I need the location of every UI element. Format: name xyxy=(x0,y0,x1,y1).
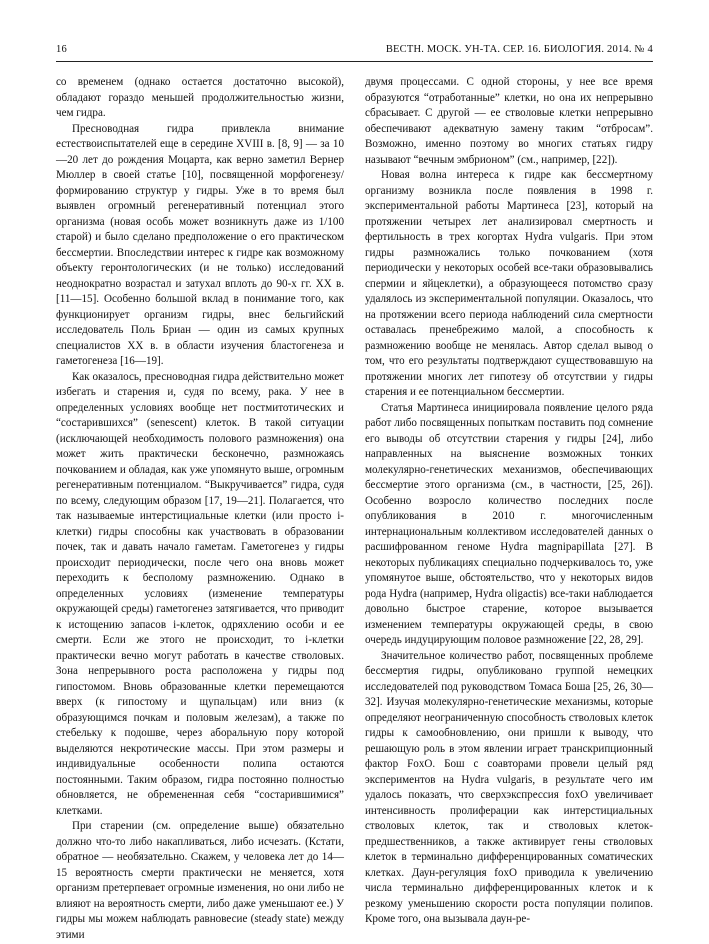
header-rule xyxy=(56,61,653,62)
left-column xyxy=(56,75,344,943)
paragraph: Пресноводная гидра привлекла внимание естествоиспытателей еще в середине XVIII в. [8, 9] — за 10—20 лет до рождения Моцарта, как верно заметил Вернер Мюллер в своей статье [10], посвященной морфогенезу/формированию структур у гидры. Уже в то время был выявлен огромный регенеративный потенциал этого организма (новая особь может возникнуть даже из 1/100 старой) и было сделано предположение о его практическом бессмертии. Впоследствии интерес к гидре как возможному объекту геронтологических (и не только) исследований неоднократно возрастал и затухал вплоть до 90-х гг. XX в. [11—15]. Особенно большой вклад в понимание того, как функционирует организм гидры, внес бельгийский исследователь Поль Бриан — один из самых крупных специалистов XX в. в области изучения бластогенеза и гаметогенеза [16—19]. xyxy=(56,122,344,367)
paragraph: Статья Мартинеса инициировала появление целого ряда работ либо посвященных попыткам поставить под сомнение его выводы об отсутствии старения у гидры [24], либо направленных на выяснение возможных тонких молекулярно-генетических механизмов, обеспечивающих бессмертие этого организма (см., в частности, [25, 26]). Особенно возросло количество последних после опубликования в 2010 г. многочисленным интернациональным коллективом исследователей данных о расшифрованном геноме Hydra magnipapillata [27]. В некоторых публикациях специально подчеркивалось то, уже упомянутое выше, обстоятельство, что у некоторых видов рода Hydra (например, Hydra oligactis) все-таки наблюдается довольно быстрое старение, которое вызывается изменением температуры окружающей среды, в свою очередь индуцирующим половое размножение [22, 28, 29]. xyxy=(365,401,653,646)
paragraph: со временем (однако остается достаточно высокой), обладают гораздо меньшей продолжительностью жизни, чем гидра. xyxy=(56,76,344,119)
paragraph: Значительное количество работ, посвященных проблеме бессмертия гидры, опубликовано группой немецких исследователей под руководством Томаса Боша [25, 26, 30—32]. Изучая молекулярно-генетические механизмы, которые определяют неограниченную способность стволовых клеток гидры к самообновлению, они пришли к выводу, что решающую роль в этом явлении играет транскрипционный фактор FoxO. Бош с соавторами провели целый ряд экспериментов на Hydra vulgaris, в результате чего им удалось показать, что сверхэкспрессия foxO увеличивает интенсивность пролиферации как интерстициальных стволовых клеток, так и стволовых клеток-предшественников, а также активирует гены стволовых клеток в терминально дифференцированных соматических клетках. Даун-регуляция foxO приводила к увеличению числа терминально дифференцированных клеток и к резкому уменьшению скорости роста популяции полипов. Кроме того, она вызывала даун-ре- xyxy=(365,649,653,925)
running-head: ВЕСТН. МОСК. УН-ТА. СЕР. 16. БИОЛОГИЯ. 2014. № 4 xyxy=(385,44,653,55)
paragraph: При старении (см. определение выше) обязательно должно что-то либо накапливаться, либо исчезать. (Кстати, обратное — необязательно. Скажем, у человека лет до 14—15 вероятность смерти практически не меняется, хотя организм претерпевает огромные изменения, но они либо не влияют на вероятность смерти, либо даже уменьшают ее.) У гидры мы можем наблюдать равновесие (steady state) между этими xyxy=(56,820,344,941)
right-column xyxy=(365,75,653,928)
paragraph: двумя процессами. С одной стороны, у нее все время образуются “отработанные” клетки, но она их непрерывно сбрасывает. С другой — ее стволовые клетки непрерывно обеспечивают адекватную замену таким “отбросам”. Возможно, именно поэтому во многих статьях гидру называют “вечным эмбрионом” (см., например, [22]). xyxy=(365,76,653,166)
paragraph: Как оказалось, пресноводная гидра действительно может избегать и старения и, судя по всему, рака. У нее в определенных условиях вообще нет постмитотических и “состарившихся” (senescent) клеток. В такой ситуации (исключающей необходимость полового размножения) она может жить практически бесконечно, размножаясь почкованием и обладая, как уже упомянуто выше, огромным регенеративным потенциалом. “Выкручивается” гидра, судя по всему, следующим образом [17, 19—21]. Полагается, что так называемые интерстициальные клетки (или просто i-клетки) гидры способны как участвовать в образовании почек, так и давать начало гаметам. Гаметогенез у гидры происходит периодически, после чего она вновь может переходить к бесполому размножению. Однако в определенных условиях (изменение температуры окружающей среды) гаметогенез затягивается, что приводит к истощению запасов i-клеток, одряхлению особи и ее смерти. Если же этого не происходит, то i-клетки практически вечно могут работать в качестве стволовых. Зона непрерывного роста расположена у гидры под гипостомом. Вновь образованные клетки перемещаются вверх (к гипостому и щупальцам) или вниз (к образующимся почкам и половым железам), а также по стебельку к подошве, через аборальную пору которой выделяются некротические массы. При этом размеры и индивидуальные особенности полипа остаются постоянными. Таким образом, гидра постоянно полностью обновляется, не обремененная себя “состарившимися” клетками. xyxy=(56,370,344,817)
paragraph: Новая волна интереса к гидре как бессмертному организму возникла после появления в 1998 г. экспериментальной работы Мартинеса [23], который на протяжении четырех лет анализировал смертность и фертильность в трех когортах Hydra vulgaris. При этом гидры размножались только почкованием (хотя периодически у некоторых особей все-таки образовывались спермии и яйцеклетки), а образующееся потомство сразу удалялось из экспериментальной популяции. Оказалось, что на протяжении всего периода наблюдений сила смертности оставалась пренебрежимо малой, а способность к размножению вообще не менялась. Автор сделал вывод о том, что его результаты подтверждают существовавшую на протяжении многих лет гипотезу об отсутствии у гидры старения и ее потенциальном бессмертии. xyxy=(365,169,653,398)
page-header xyxy=(56,44,653,60)
page-number: 16 xyxy=(56,44,67,55)
